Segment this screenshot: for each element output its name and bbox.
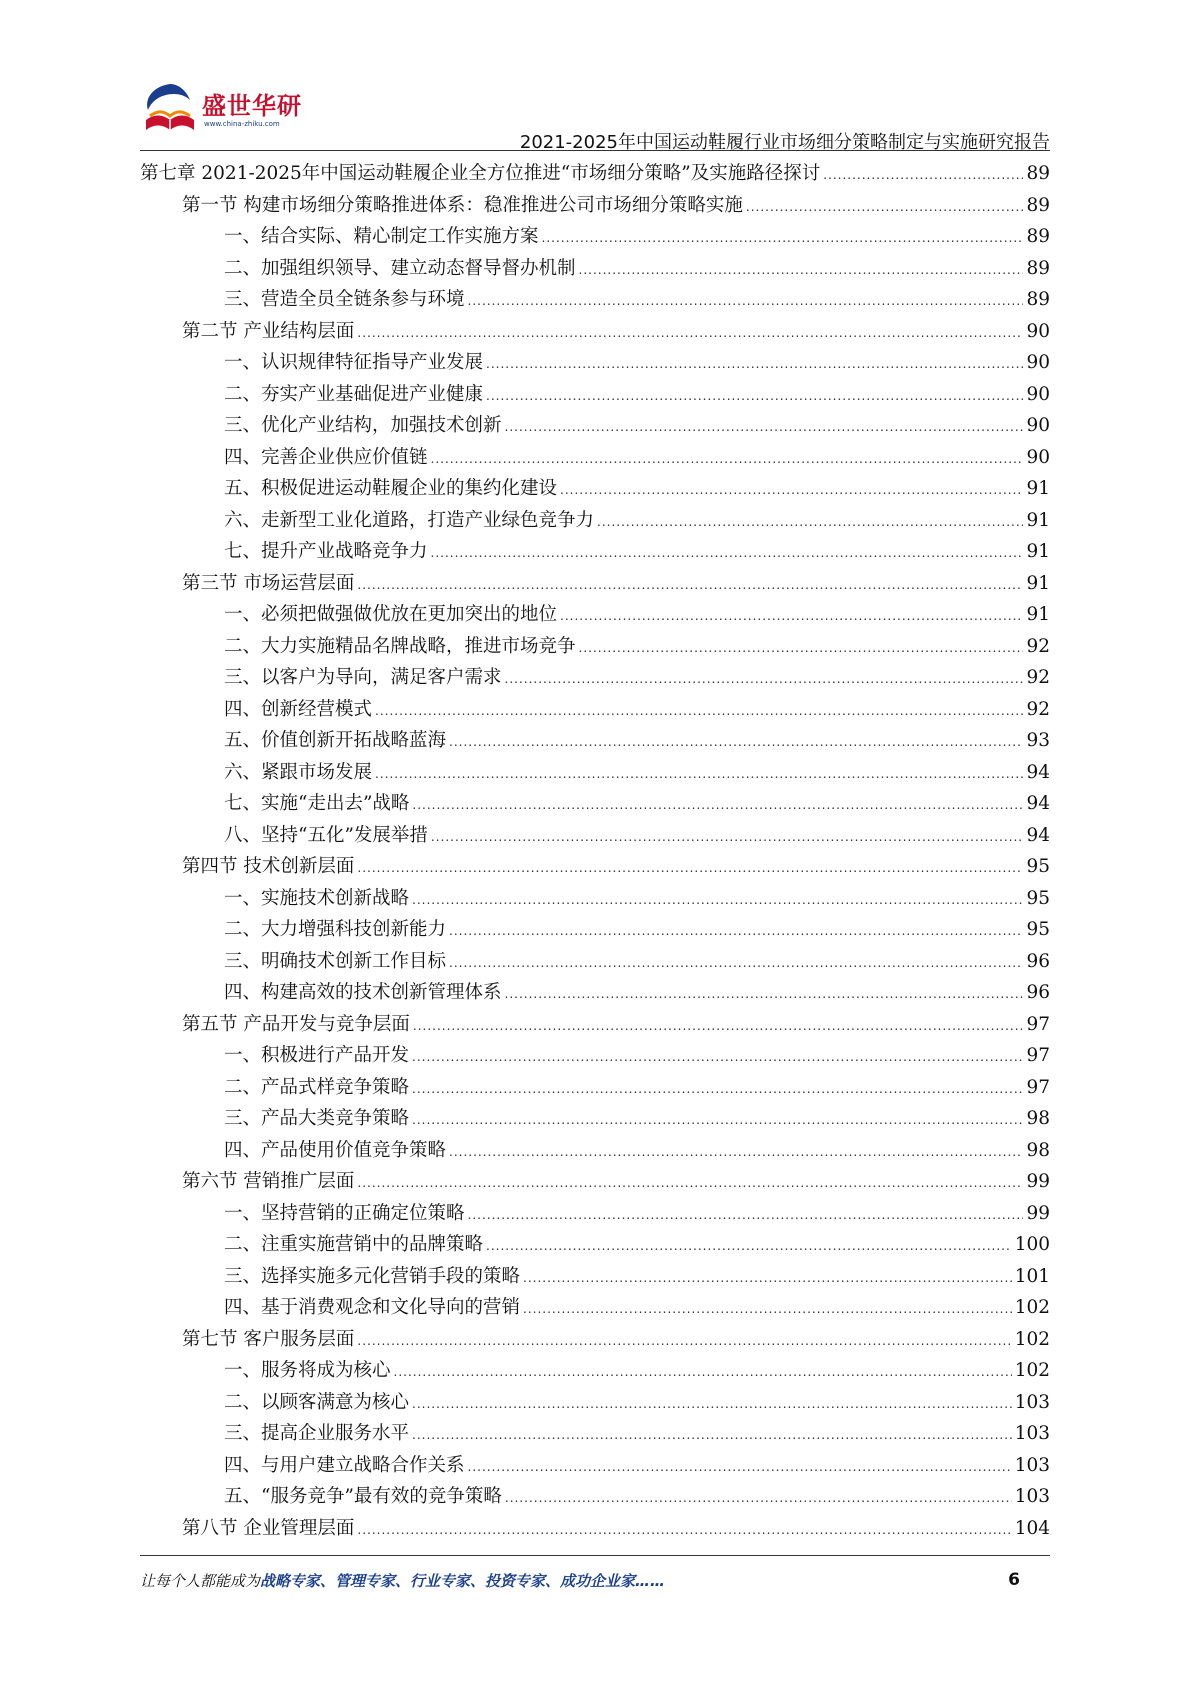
toc-entry-title: 八、坚持“五化”发展举措 <box>224 824 428 846</box>
toc-entry-page: 92 <box>1026 667 1050 688</box>
toc-entry-page: 96 <box>1026 982 1050 1003</box>
toc-entry-title: 三、提高企业服务水平 <box>224 1423 410 1444</box>
toc-entry[interactable] <box>140 1450 1050 1482</box>
toc-entry-page: 97 <box>1026 1076 1050 1098</box>
toc-entry-page: 103 <box>1014 1454 1050 1476</box>
toc-dot-leader <box>468 1200 1024 1232</box>
toc-entry-page: 96 <box>1026 950 1050 972</box>
company-logo <box>140 80 310 144</box>
toc-entry-page: 91 <box>1026 572 1050 594</box>
toc-entry-title: 三、选择实施多元化营销手段的策略 <box>224 1265 521 1287</box>
toc-dot-leader <box>357 853 1023 885</box>
toc-entry-title: 一、认识规律特征指导产业发展 <box>224 352 484 373</box>
toc-entry-page: 92 <box>1026 635 1050 657</box>
toc-entry-title: 第四节 技术创新层面 <box>182 856 355 877</box>
toc-entry[interactable] <box>140 473 1050 505</box>
toc-entry[interactable] <box>140 1135 1050 1167</box>
toc-entry-title: 第三节 市场运营层面 <box>182 572 355 594</box>
toc-entry[interactable] <box>140 442 1050 474</box>
toc-entry-page: 97 <box>1026 1045 1050 1066</box>
toc-entry-title: 三、以客户为导向，满足客户需求 <box>224 667 502 688</box>
toc-entry-title: 二、产品式样竞争策略 <box>224 1076 410 1098</box>
toc-dot-leader <box>412 885 1023 917</box>
toc-dot-leader <box>597 507 1023 539</box>
toc-entry-page: 90 <box>1026 446 1050 468</box>
toc-entry[interactable] <box>140 1481 1050 1513</box>
toc-entry[interactable] <box>140 284 1050 316</box>
toc-entry[interactable] <box>140 914 1050 946</box>
page-number: 6 <box>1008 1570 1020 1590</box>
toc-dot-leader <box>357 318 1023 350</box>
toc-entry[interactable] <box>140 410 1050 442</box>
toc-entry-title: 第八节 企业管理层面 <box>182 1517 355 1539</box>
toc-entry-title: 四、构建高效的技术创新管理体系 <box>224 982 502 1003</box>
toc-entry-page: 91 <box>1026 478 1050 499</box>
toc-entry-title: 二、以顾客满意为核心 <box>224 1391 410 1413</box>
toc-entry[interactable] <box>140 347 1050 379</box>
toc-entry[interactable] <box>140 1418 1050 1450</box>
toc-entry-page: 91 <box>1026 604 1050 625</box>
toc-entry-title: 第五节 产品开发与竞争层面 <box>182 1013 410 1035</box>
toc-dot-leader <box>505 664 1024 696</box>
toc-entry[interactable] <box>140 820 1050 852</box>
toc-dot-leader <box>579 255 1024 287</box>
toc-entry-title: 七、提升产业战略竞争力 <box>224 541 428 562</box>
toc-entry-page: 103 <box>1014 1391 1050 1413</box>
toc-entry-page: 89 <box>1026 194 1050 216</box>
toc-entry-page: 95 <box>1026 887 1050 909</box>
toc-entry-title: 第一节 构建市场细分策略推进体系：稳准推进公司市场细分策略实施 <box>182 194 743 216</box>
toc-entry-title: 四、完善企业供应价值链 <box>224 446 428 468</box>
toc-entry-title: 二、大力实施精品名牌战略，推进市场竞争 <box>224 635 576 657</box>
toc-entry-title: 一、积极进行产品开发 <box>224 1045 410 1066</box>
toc-entry[interactable] <box>140 1355 1050 1387</box>
footer-divider <box>140 1555 1050 1556</box>
toc-entry[interactable] <box>140 977 1050 1009</box>
toc-dot-leader <box>542 223 1024 255</box>
toc-entry-title: 四、产品使用价值竞争策略 <box>224 1139 447 1161</box>
toc-entry-title: 三、产品大类竞争策略 <box>224 1108 410 1129</box>
toc-entry-title: 一、服务将成为核心 <box>224 1360 391 1381</box>
toc-entry[interactable] <box>140 1261 1050 1293</box>
toc-entry-title: 五、价值创新开拓战略蓝海 <box>224 730 447 751</box>
toc-entry-page: 98 <box>1026 1139 1050 1161</box>
toc-entry-page: 99 <box>1026 1171 1050 1192</box>
toc-entry[interactable] <box>140 631 1050 663</box>
toc-entry[interactable] <box>140 1324 1050 1356</box>
toc-entry[interactable] <box>140 1103 1050 1135</box>
toc-entry-page: 101 <box>1014 1265 1050 1287</box>
toc-entry-title: 七、实施“走出去”战略 <box>224 793 410 814</box>
toc-entry-page: 93 <box>1026 730 1050 751</box>
toc-dot-leader <box>394 1357 1012 1389</box>
toc-entry[interactable] <box>140 788 1050 820</box>
toc-entry-title: 第七章 2021-2025年中国运动鞋履企业全方位推进“市场细分策略”及实施路径探讨 <box>140 163 821 184</box>
toc-entry-page: 103 <box>1014 1423 1050 1444</box>
toc-dot-leader <box>412 1042 1023 1074</box>
toc-entry[interactable] <box>140 536 1050 568</box>
toc-entry-page: 91 <box>1026 509 1050 531</box>
toc-dot-leader <box>486 1231 1012 1263</box>
page-header <box>140 80 1050 153</box>
toc-dot-leader <box>357 1515 1011 1547</box>
toc-dot-leader <box>357 570 1023 602</box>
toc-dot-leader <box>412 1420 1012 1452</box>
toc-entry[interactable] <box>140 221 1050 253</box>
toc-entry-title: 一、结合实际、精心制定工作实施方案 <box>224 226 539 247</box>
toc-entry[interactable] <box>140 190 1050 222</box>
toc-entry-title: 一、坚持营销的正确定位策略 <box>224 1202 465 1224</box>
toc-dot-leader <box>412 1105 1023 1137</box>
toc-entry-page: 89 <box>1026 257 1050 279</box>
toc-dot-leader <box>431 822 1024 854</box>
logo-url: www.china-zhiku.com <box>204 120 280 128</box>
toc-entry-page: 90 <box>1026 320 1050 342</box>
toc-dot-leader <box>579 633 1024 665</box>
toc-dot-leader <box>375 696 1023 728</box>
toc-dot-leader <box>412 1389 1012 1421</box>
toc-entry-page: 98 <box>1026 1108 1050 1129</box>
toc-dot-leader <box>523 1294 1012 1326</box>
toc-entry-title: 四、创新经营模式 <box>224 698 373 720</box>
toc-dot-leader <box>375 759 1023 791</box>
toc-entry-title: 一、实施技术创新战略 <box>224 887 410 909</box>
toc-entry-page: 90 <box>1026 352 1050 373</box>
toc-entry-page: 90 <box>1026 383 1050 405</box>
toc-dot-leader <box>486 381 1023 413</box>
toc-entry[interactable] <box>140 851 1050 883</box>
toc-dot-leader <box>413 1011 1024 1043</box>
toc-entry[interactable] <box>140 725 1050 757</box>
toc-entry-title: 二、大力增强科技创新能力 <box>224 919 447 940</box>
toc-dot-leader <box>357 1168 1023 1200</box>
toc-entry-title: 第二节 产业结构层面 <box>182 320 355 342</box>
toc-entry-page: 94 <box>1026 761 1050 783</box>
toc-entry[interactable] <box>140 1292 1050 1324</box>
toc-entry-page: 94 <box>1026 793 1050 814</box>
toc-entry[interactable] <box>140 1198 1050 1230</box>
toc-entry[interactable] <box>140 568 1050 600</box>
toc-entry[interactable] <box>140 1513 1050 1545</box>
toc-entry-title: 三、优化产业结构，加强技术创新 <box>224 415 502 436</box>
toc-entry[interactable] <box>140 599 1050 631</box>
toc-dot-leader <box>412 790 1023 822</box>
toc-dot-leader <box>449 727 1023 759</box>
toc-entry-title: 第六节 营销推广层面 <box>182 1171 355 1192</box>
toc-entry-page: 89 <box>1026 289 1050 310</box>
toc-entry[interactable] <box>140 1166 1050 1198</box>
toc-dot-leader <box>505 412 1024 444</box>
toc-entry-page: 95 <box>1026 856 1050 877</box>
toc-entry[interactable] <box>140 1387 1050 1419</box>
toc-dot-leader <box>560 601 1023 633</box>
toc-dot-leader <box>357 1326 1011 1358</box>
toc-entry[interactable] <box>140 1229 1050 1261</box>
toc-dot-leader <box>412 1074 1023 1106</box>
toc-dot-leader <box>449 1137 1023 1169</box>
toc-entry-page: 94 <box>1026 824 1050 846</box>
toc-entry[interactable] <box>140 379 1050 411</box>
toc-entry-title: 六、紧跟市场发展 <box>224 761 373 783</box>
toc-entry-page: 102 <box>1014 1297 1050 1318</box>
toc-entry-title: 第七节 客户服务层面 <box>182 1328 355 1350</box>
toc-entry[interactable] <box>140 1009 1050 1041</box>
header-divider <box>140 150 1050 151</box>
toc-entry-title: 三、营造全员全链条参与环境 <box>224 289 465 310</box>
toc-entry-title: 四、与用户建立战略合作关系 <box>224 1454 465 1476</box>
logo-name: 盛世华研 <box>202 92 302 120</box>
toc-entry-page: 92 <box>1026 698 1050 720</box>
toc-entry[interactable] <box>140 757 1050 789</box>
toc-entry[interactable] <box>140 883 1050 915</box>
footer-slogan-highlight: 战略专家、管理专家、行业专家、投资专家、成功企业家…… <box>260 1572 666 1590</box>
toc-entry-title: 四、基于消费观念和文化导向的营销 <box>224 1297 521 1318</box>
toc-entry-title: 三、明确技术创新工作目标 <box>224 950 447 972</box>
toc-entry-title: 二、加强组织领导、建立动态督导督办机制 <box>224 257 576 279</box>
toc-entry[interactable] <box>140 253 1050 285</box>
toc-entry-page: 99 <box>1026 1202 1050 1224</box>
toc-entry-page: 95 <box>1026 919 1050 940</box>
toc-dot-leader <box>505 1483 1012 1515</box>
toc-dot-leader <box>449 916 1023 948</box>
toc-entry-title: 五、“服务竞争”最有效的竞争策略 <box>224 1486 502 1507</box>
toc-entry[interactable] <box>140 694 1050 726</box>
toc-entry-page: 91 <box>1026 541 1050 562</box>
toc-dot-leader <box>468 1452 1012 1484</box>
toc-entry-title: 二、夯实产业基础促进产业健康 <box>224 383 484 405</box>
toc-entry-page: 89 <box>1026 226 1050 247</box>
toc-entry-title: 六、走新型工业化道路，打造产业绿色竞争力 <box>224 509 595 531</box>
toc-entry-page: 103 <box>1014 1486 1050 1507</box>
toc-entry-title: 五、积极促进运动鞋履企业的集约化建设 <box>224 478 558 499</box>
toc-entry-title: 一、必须把做强做优放在更加突出的地位 <box>224 604 558 625</box>
toc-dot-leader <box>486 349 1023 381</box>
toc-dot-leader <box>431 444 1024 476</box>
toc-dot-leader <box>823 160 1023 192</box>
page-footer <box>140 1570 1050 1600</box>
toc-entry[interactable] <box>140 505 1050 537</box>
toc-dot-leader <box>523 1263 1012 1295</box>
book-swoosh-icon <box>140 80 202 142</box>
toc-entry-page: 104 <box>1014 1517 1050 1539</box>
toc-entry-page: 102 <box>1014 1328 1050 1350</box>
footer-slogan-prefix: 让每个人都能成为 <box>140 1572 261 1590</box>
toc-dot-leader <box>468 286 1024 318</box>
toc-dot-leader <box>505 979 1024 1011</box>
report-title: 2021-2025年中国运动鞋履行业市场细分策略制定与实施研究报告 <box>519 132 1050 153</box>
toc-dot-leader <box>746 192 1024 224</box>
toc-entry-page: 102 <box>1014 1360 1050 1381</box>
toc-entry[interactable] <box>140 158 1050 190</box>
toc-entry-page: 97 <box>1026 1013 1050 1035</box>
toc-entry-title: 二、注重实施营销中的品牌策略 <box>224 1234 484 1255</box>
toc-entry[interactable] <box>140 316 1050 348</box>
table-of-contents <box>140 158 1050 1544</box>
toc-entry[interactable] <box>140 1072 1050 1104</box>
toc-dot-leader <box>449 948 1023 980</box>
toc-entry-page: 89 <box>1026 163 1050 184</box>
toc-dot-leader <box>431 538 1024 570</box>
toc-entry[interactable] <box>140 946 1050 978</box>
toc-entry-page: 90 <box>1026 415 1050 436</box>
toc-entry-page: 100 <box>1014 1234 1050 1255</box>
toc-dot-leader <box>560 475 1023 507</box>
toc-entry[interactable] <box>140 1040 1050 1072</box>
toc-entry[interactable] <box>140 662 1050 694</box>
